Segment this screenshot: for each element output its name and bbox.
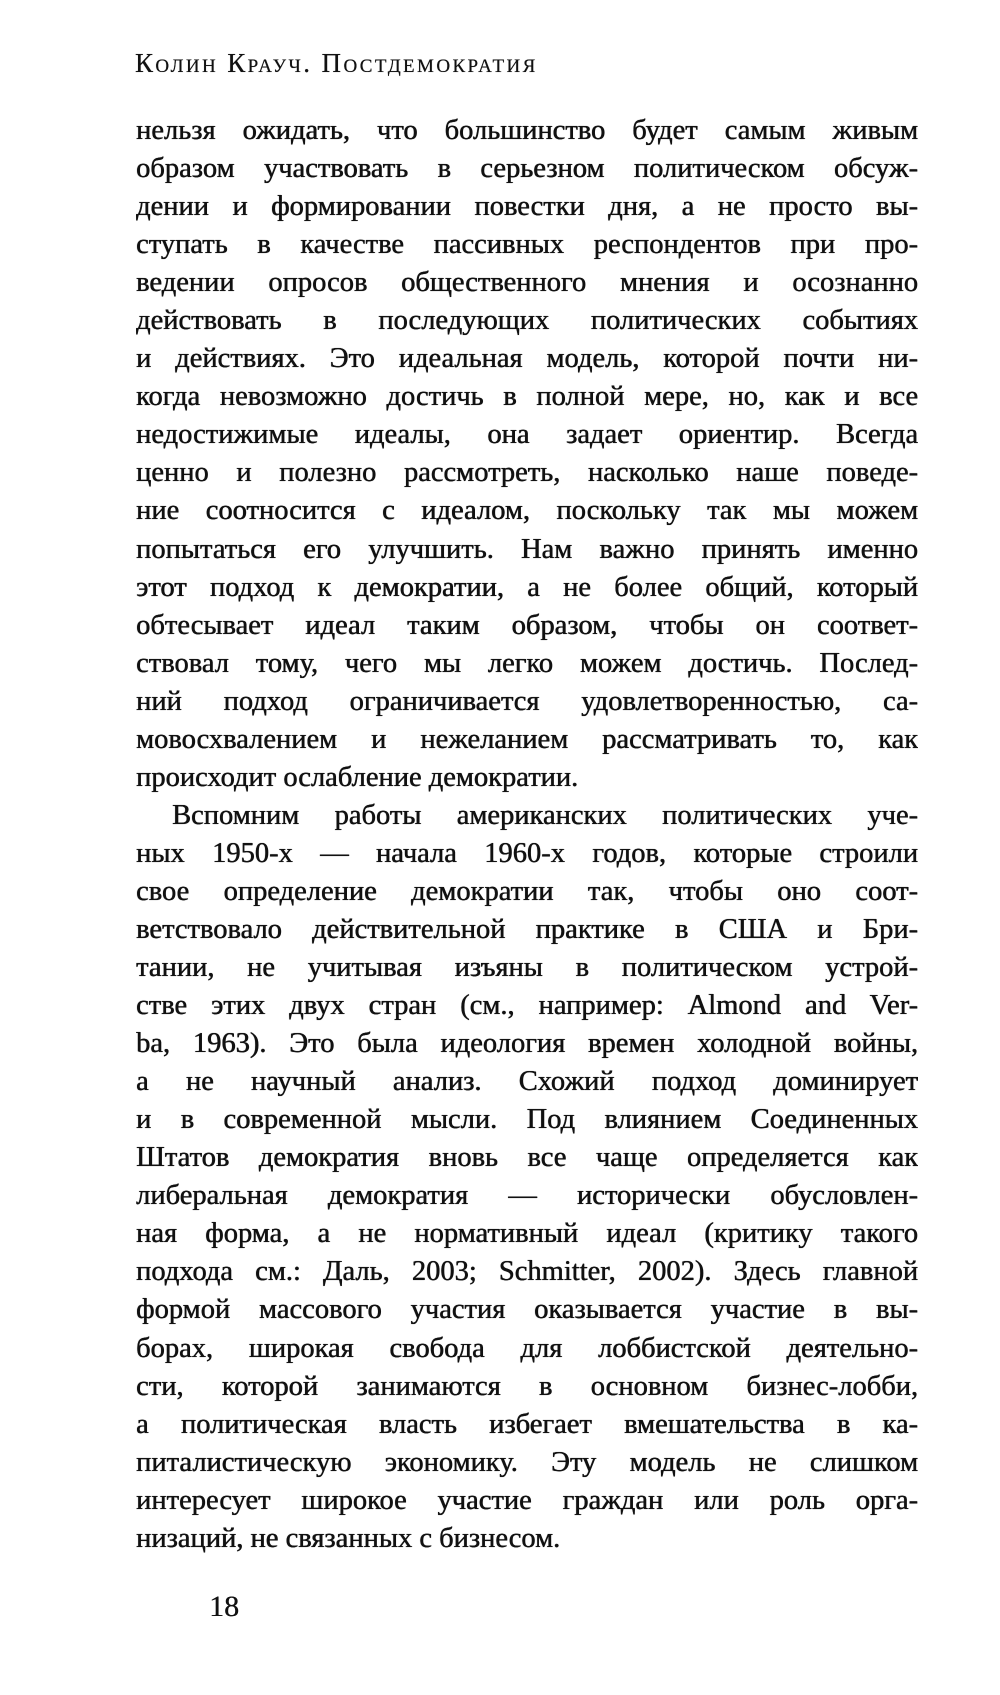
paragraph <box>136 112 918 797</box>
text-line: происходит ослабление демократии. <box>136 761 579 793</box>
text-line: ных 1950-х — начала 1960-х годов, которые строили <box>136 837 918 869</box>
text-line: борах, широкая свобода для лоббистской деятельно- <box>136 1332 918 1364</box>
text-line: обтесывает идеал таким образом, чтобы он соответ- <box>136 609 918 641</box>
text-line: ний подход ограничивается удовлетворенностью, са- <box>136 685 918 717</box>
text-line: низаций, не связанных с бизнесом. <box>136 1522 561 1554</box>
text-line: ba, 1963). Это была идеология времен холодной войны, <box>136 1028 918 1060</box>
text-line: питалистическую экономику. Эту модель не слишком <box>136 1446 918 1478</box>
text-line: сти, которой занимаются в основном бизнес-лобби, <box>136 1370 918 1402</box>
text-line: стве этих двух стран (см., например: Almond and Ver- <box>136 990 918 1022</box>
text-line: формой массового участия оказывается участие в вы- <box>136 1294 918 1326</box>
running-header: Колин Крауч. Постдемократия <box>135 48 538 78</box>
text-line: либеральная демократия — исторически обусловлен- <box>136 1180 918 1212</box>
text-line: а не научный анализ. Схожий подход доминирует <box>136 1066 918 1098</box>
text-line: ведении опросов общественного мнения и осознанно <box>136 267 918 299</box>
text-line: ствовал тому, чего мы легко можем достичь. Послед- <box>136 647 918 679</box>
text-line: свое определение демократии так, чтобы оно соот- <box>136 875 918 907</box>
text-line: и в современной мысли. Под влиянием Соединенных <box>136 1104 918 1136</box>
text-line: попытаться его улучшить. Нам важно принять именно <box>136 533 918 565</box>
page-number: 18 <box>209 1590 239 1623</box>
text-line: Вспомним работы американских политических уче- <box>172 799 918 831</box>
text-line: ние соотносится с идеалом, поскольку так мы можем <box>136 495 918 527</box>
text-line: ветствовало действительной практике в США и Бри- <box>136 913 918 945</box>
text-line: этот подход к демократии, а не более общий, который <box>136 571 918 603</box>
text-line: а политическая власть избегает вмешательства в ка- <box>136 1408 918 1440</box>
text-line: ступать в качестве пассивных респондентов при про- <box>136 229 918 261</box>
text-line: ценно и полезно рассмотреть, насколько наше поведе- <box>136 457 918 489</box>
text-line: действовать в последующих политических событиях <box>136 305 918 337</box>
text-line: подхода см.: Даль, 2003; Schmitter, 2002). Здесь главной <box>136 1256 918 1288</box>
text-line: и действиях. Это идеальная модель, которой почти ни- <box>136 343 918 375</box>
body-text <box>136 112 918 1558</box>
text-line: тании, не учитывая изъяны в политическом устрой- <box>136 952 918 984</box>
paragraph <box>136 797 918 1558</box>
text-line: когда невозможно достичь в полной мере, но, как и все <box>136 381 918 413</box>
text-line: мовосхвалением и нежеланием рассматривать то, как <box>136 723 918 755</box>
text-line: Штатов демократия вновь все чаще определяется как <box>136 1142 918 1174</box>
text-line: недостижимые идеалы, она задает ориентир. Всегда <box>136 419 918 451</box>
text-line: ная форма, а не нормативный идеал (критику такого <box>136 1218 918 1250</box>
text-line: нельзя ожидать, что большинство будет самым живым <box>136 115 918 146</box>
text-line: дении и формировании повестки дня, а не просто вы- <box>136 191 918 223</box>
text-line: интересует широкое участие граждан или роль орга- <box>136 1484 918 1516</box>
text-line: образом участвовать в серьезном политическом обсуж- <box>136 153 918 185</box>
